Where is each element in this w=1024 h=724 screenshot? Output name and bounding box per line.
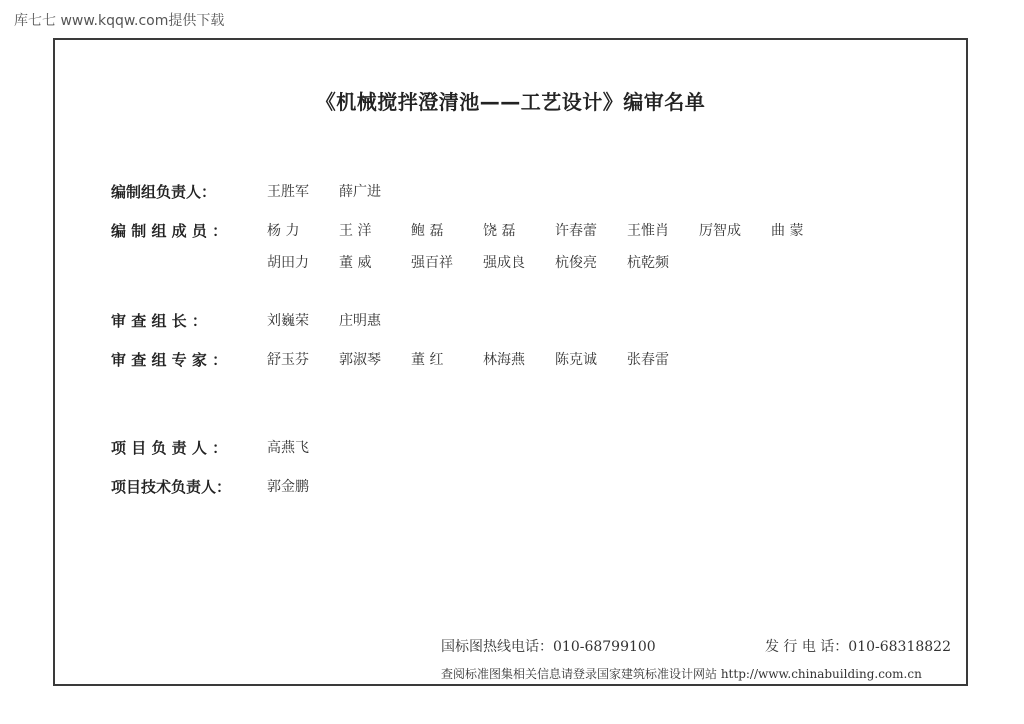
footer-contact — [441, 636, 951, 682]
section-review-chief — [111, 310, 411, 331]
name-list — [267, 437, 339, 457]
person-name: 薛广进 — [339, 184, 381, 200]
name-line — [267, 252, 843, 272]
person-name: 庄明惠 — [339, 313, 381, 329]
person-name: 杭俊亮 — [555, 255, 597, 271]
name-line — [267, 476, 339, 496]
person-name: 王 洋 — [339, 223, 372, 239]
name-list — [267, 476, 339, 496]
name-list — [267, 220, 843, 272]
person-name: 刘巍荣 — [267, 313, 309, 329]
name-line — [267, 220, 843, 240]
person-name: 王惟肖 — [627, 223, 669, 239]
section-editing-members — [111, 220, 843, 272]
name-line — [267, 437, 339, 457]
person-name: 张春雷 — [627, 352, 669, 368]
distribution-phone-text: 发 行 电 话：010-68318822 — [764, 639, 951, 655]
page-title: 《机械搅拌澄清池——工艺设计》编审名单 — [315, 90, 706, 114]
person-name: 高燕飞 — [267, 440, 309, 456]
section-label: 编制组负责人： — [111, 183, 217, 201]
section-project-lead — [111, 437, 339, 458]
person-name: 林海燕 — [483, 352, 525, 368]
website-note: 查阅标准图集相关信息请登录国家建筑标准设计网站 http://www.chinabuilding.com.cn — [441, 667, 922, 681]
name-list — [267, 349, 699, 369]
name-list — [267, 181, 411, 201]
person-name: 鲍 磊 — [411, 223, 444, 239]
name-line — [267, 310, 411, 330]
person-name: 郭金鹏 — [267, 479, 309, 495]
person-name: 曲 蒙 — [771, 223, 804, 239]
section-label: 项 目 负 责 人 ： — [111, 439, 228, 457]
person-name: 董 威 — [339, 255, 372, 271]
watermark-text: 库七七 www.kqqw.com提供下载 — [14, 13, 225, 29]
person-name: 王胜军 — [267, 184, 309, 200]
footer-phones — [441, 636, 951, 656]
person-name: 饶 磊 — [483, 223, 516, 239]
section-label: 项目技术负责人： — [111, 478, 232, 496]
name-line — [267, 349, 699, 369]
person-name: 陈克诚 — [555, 352, 597, 368]
person-name: 厉智成 — [699, 223, 741, 239]
section-editing-lead — [111, 181, 411, 202]
section-label: 审 查 组 专 家 ： — [111, 351, 228, 369]
person-name: 杨 力 — [267, 223, 300, 239]
person-name: 强百祥 — [411, 255, 453, 271]
person-name: 胡田力 — [267, 255, 309, 271]
person-name: 许春蕾 — [555, 223, 597, 239]
hotline-text: 国标图热线电话：010-68799100 — [441, 639, 656, 655]
person-name: 舒玉芬 — [267, 352, 309, 368]
person-name: 郭淑琴 — [339, 352, 381, 368]
section-label: 编 制 组 成 员 ： — [111, 222, 228, 240]
section-review-experts — [111, 349, 699, 370]
name-line — [267, 181, 411, 201]
person-name: 强成良 — [483, 255, 525, 271]
document-frame — [53, 38, 968, 686]
section-label: 审 查 组 长 ： — [111, 312, 207, 330]
person-name: 杭乾频 — [627, 255, 669, 271]
person-name: 董 红 — [411, 352, 444, 368]
section-technical-lead — [111, 476, 339, 497]
name-list — [267, 310, 411, 330]
